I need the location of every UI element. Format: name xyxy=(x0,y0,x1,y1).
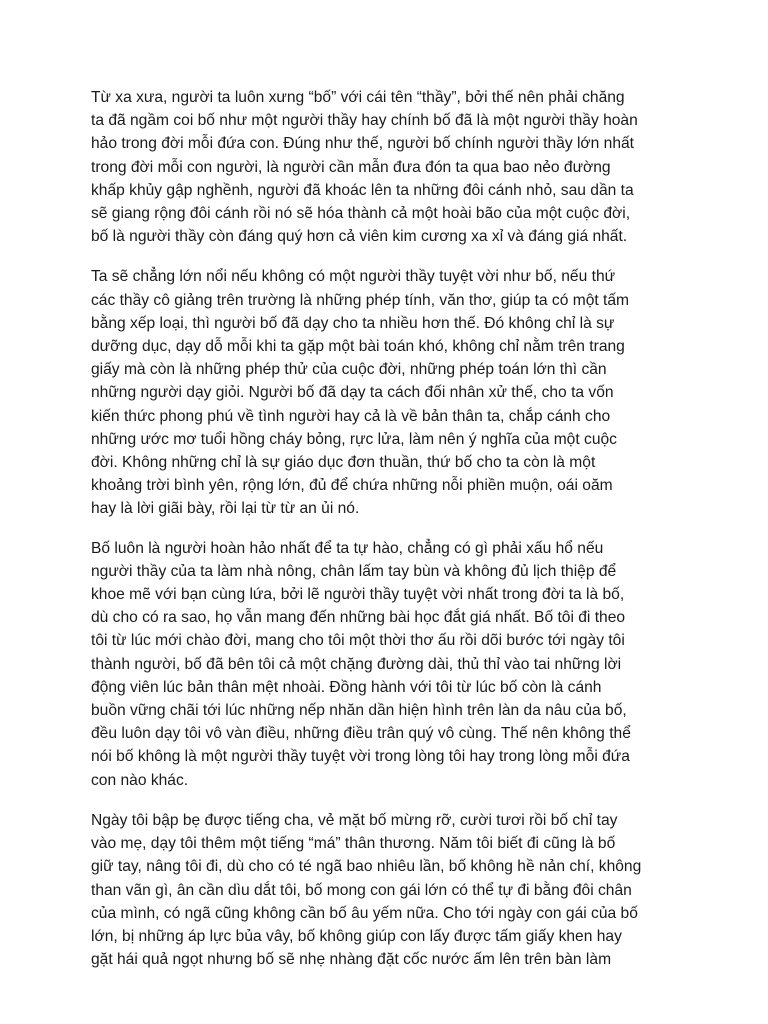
paragraph-4: Ngày tôi bập bẹ được tiếng cha, vẻ mặt bố mừng rỡ, cười tươi rồi bố chỉ tay vào mẹ, dạy tôi thêm một tiếng “má” thân thương. Năm tôi biết đi cũng là bố giữ tay, nâng tôi đi, dù cho có té ngã bao nhiêu lần, bố không hề nản chí, không than vãn gì, ân cần dìu dắt tôi, bố mong con gái lớn có thể tự đi bằng đôi chân của mình, có ngã cũng không cần bố âu yếm nữa. Cho tới ngày con gái của bố lớn, bị những áp lực bủa vây, bố không giúp con lấy được tấm giấy khen hay gặt hái quả ngọt nhưng bố sẽ nhẹ nhàng đặt cốc nước ấm lên trên bàn làm xyxy=(91,811,642,969)
paragraph-3: Bố luôn là người hoàn hảo nhất để ta tự hào, chẳng có gì phải xấu hổ nếu người thầy của ta làm nhà nông, chân lấm tay bùn và không đủ lịch thiệp để khoe mẽ với bạn cùng lứa, bởi lẽ người thầy tuyệt vời nhất trong đời ta là bố, dù cho có ra sao, họ vẫn mang đến những bài học đắt giá nhất. Bố tôi đi theo tôi từ lúc mới chào đời, mang cho tôi một thời thơ ấu rồi dõi bước tới ngày tôi thành người, bố đã bên tôi cả một chặng đường dài, thủ thỉ vào tai những lời động viên lúc bản thân mệt nhoài. Đồng hành với tôi từ lúc bố còn là cánh buồn vững chãi tới lúc những nếp nhăn dần hiện hình trên làn da nâu của bố, đều luôn dạy tôi vô vàn điều, những điều trân quý vô cùng. Thế nên không thể nói bố không là một người thầy tuyệt vời trong lòng tôi hay trong lòng mỗi đứa con nào khác. xyxy=(91,539,631,789)
document-body xyxy=(91,86,691,988)
paragraph-1: Từ xa xưa, người ta luôn xưng “bố” với cái tên “thầy”, bởi thế nên phải chăng ta đã ngầm coi bố như một người thầy hay chính bố đã là một người thầy hoàn hảo trong đời mỗi đứa con. Đúng như thế, người bố chính người thầy lớn nhất trong đời mỗi con người, là người cần mẫn đưa đón ta qua bao nẻo đường khấp khủy gập nghềnh, người đã khoác lên ta những đôi cánh nhỏ, sau dần ta sẽ giang rộng đôi cánh rồi nó sẽ hóa thành cả một hoài bão của một cuộc đời, bố là người thầy còn đáng quý hơn cả viên kim cương xa xỉ và đáng giá nhất. xyxy=(91,89,638,246)
paragraph-2: Ta sẽ chẳng lớn nổi nếu không có một người thầy tuyệt vời như bố, nếu thứ các thầy cô giảng trên trường là những phép tính, văn thơ, giúp ta có một tấm bằng xếp loại, thì người bố đã dạy cho ta nhiều hơn thế. Đó không chỉ là sự dưỡng dục, dạy dỗ mỗi khi ta gặp một bài toán khó, không chỉ nằm trên trang giấy mà còn là những phép thử của cuộc đời, những phép toán lớn thì cần những người dạy giỏi. Người bố đã dạy ta cách đối nhân xử thế, cho ta vốn kiến thức phong phú về tình người hay cả là về bản thân ta, chắp cánh cho những ước mơ tuổi hồng cháy bỏng, rực lửa, làm nên ý nghĩa của một cuộc đời. Không những chỉ là sự giáo dục đơn thuần, thứ bố cho ta còn là một khoảng trời bình yên, rộng lớn, đủ để chứa những nỗi phiền muộn, oái oăm hay là lời giãi bày, rồi lại từ từ an ủi nó. xyxy=(91,268,630,518)
